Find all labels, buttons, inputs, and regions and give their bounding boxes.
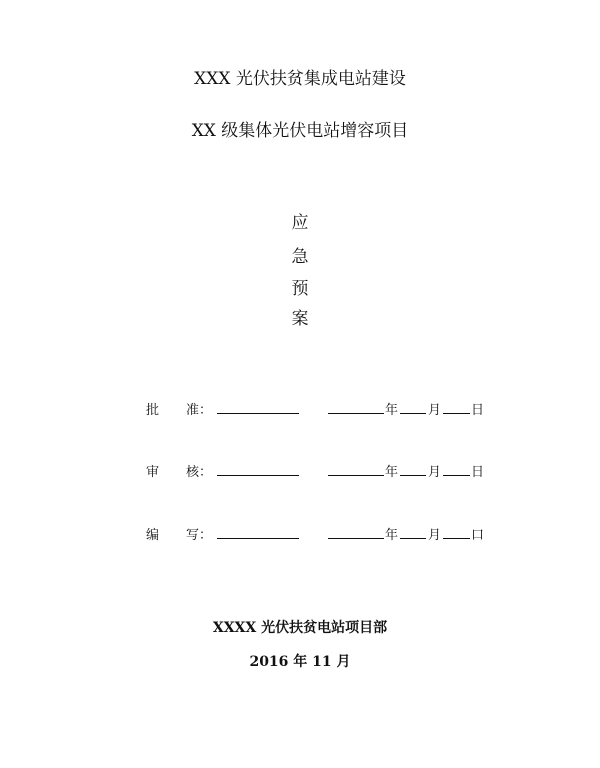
year-blank[interactable] [328, 524, 384, 539]
day-blank[interactable] [443, 461, 470, 476]
day-blank[interactable] [443, 399, 470, 414]
signoff-label: 核： [186, 465, 213, 480]
signature-blank[interactable] [217, 461, 299, 476]
year-blank[interactable] [328, 461, 384, 476]
day-label: 日 [471, 465, 485, 480]
doc-type-char: 急 [291, 247, 309, 267]
month-label: 月 [428, 403, 442, 418]
month-blank[interactable] [400, 524, 426, 539]
day-blank[interactable] [443, 524, 470, 539]
signoff-row-compile [0, 524, 600, 546]
signoff-row-approve [0, 399, 600, 421]
department-name: XXXX 光伏扶贫电站项目部 [212, 620, 388, 636]
project-title: XXX 光伏扶贫集成电站建设 [194, 69, 406, 89]
signature-blank[interactable] [217, 399, 299, 414]
project-subtitle: XX 级集体光伏电站增容项目 [191, 121, 409, 141]
doc-type-char: 应 [291, 213, 309, 233]
day-label: 日 [471, 403, 485, 418]
doc-type-char: 预 [291, 279, 309, 299]
year-label: 年 [385, 528, 399, 543]
signoff-label: 准： [186, 403, 213, 418]
issue-date: 2016 年 11 月 [249, 654, 351, 670]
signoff-row-review [0, 461, 600, 483]
day-label: 口 [471, 528, 485, 543]
doc-type-char: 案 [291, 309, 309, 329]
month-blank[interactable] [400, 399, 426, 414]
signoff-label-char: 审 [146, 465, 160, 480]
month-label: 月 [428, 465, 442, 480]
signoff-label-char: 编 [146, 528, 160, 543]
signoff-label: 写： [186, 528, 213, 543]
signoff-label-char: 批 [146, 403, 160, 418]
month-blank[interactable] [400, 461, 426, 476]
signature-blank[interactable] [217, 524, 299, 539]
month-label: 月 [428, 528, 442, 543]
year-blank[interactable] [328, 399, 384, 414]
year-label: 年 [385, 403, 399, 418]
year-label: 年 [385, 465, 399, 480]
